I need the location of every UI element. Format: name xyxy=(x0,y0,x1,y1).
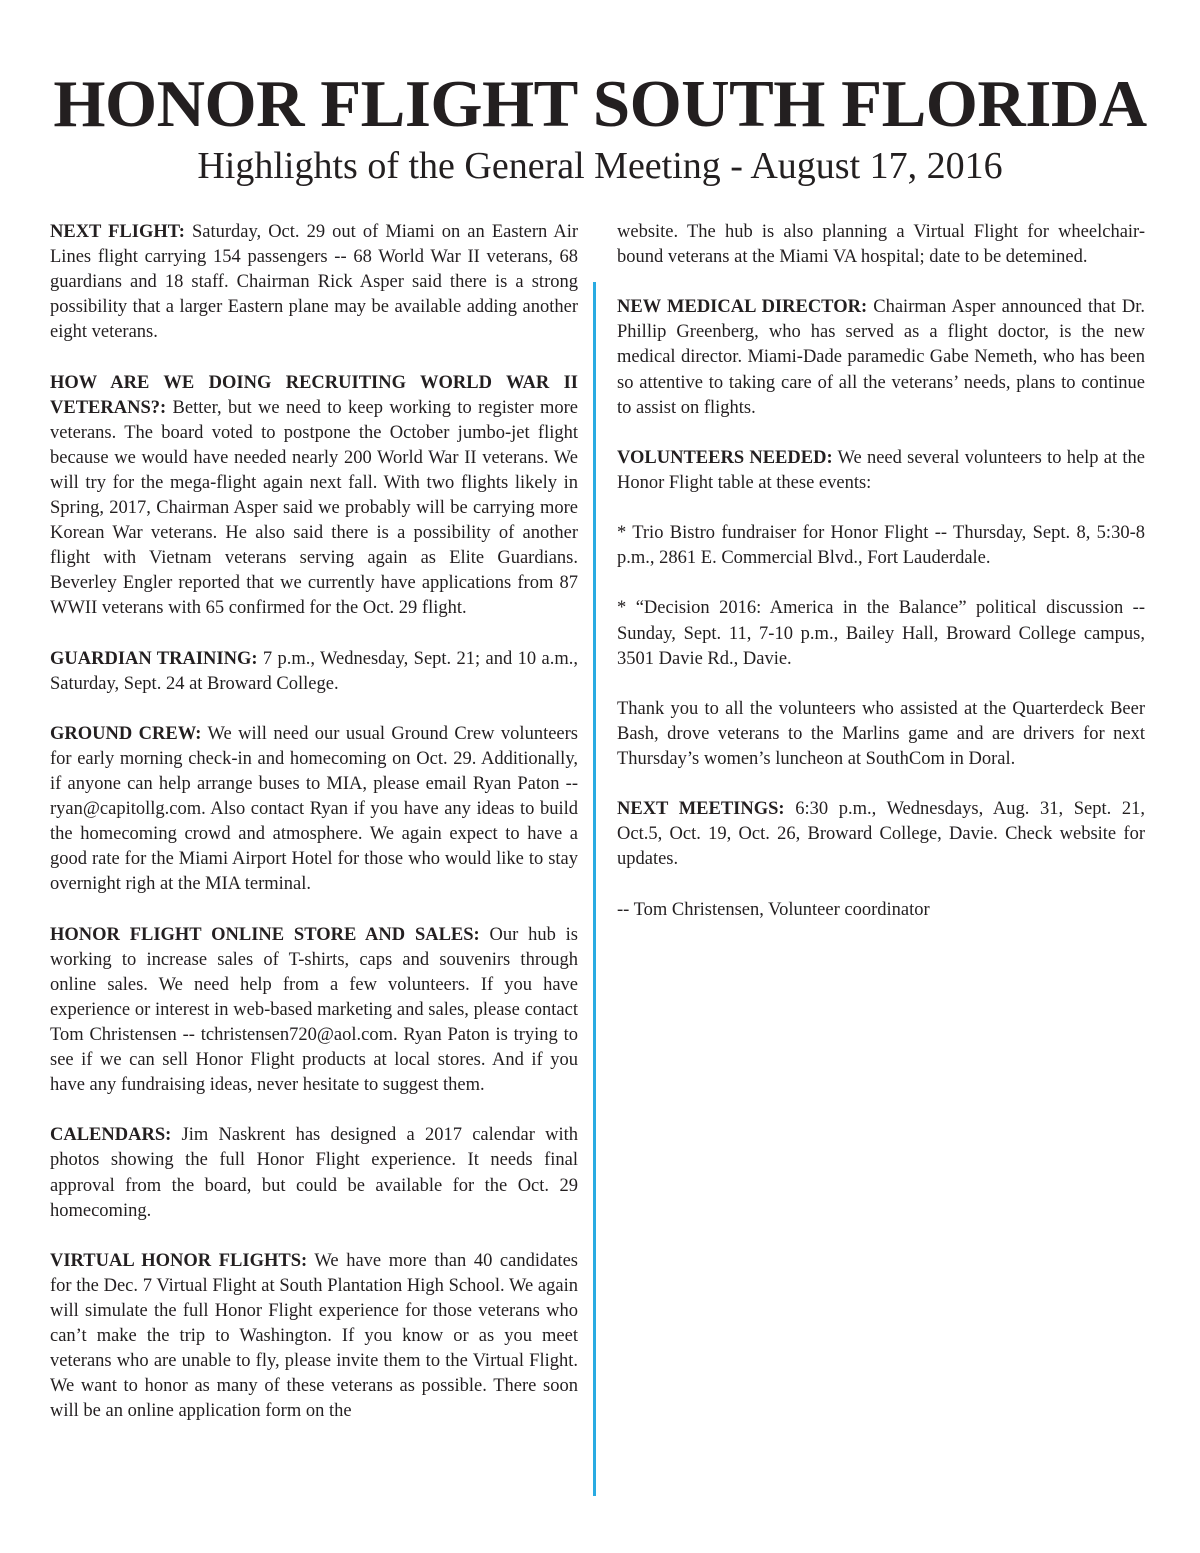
virtual-flights-section xyxy=(50,1249,578,1425)
page-header xyxy=(0,68,1200,188)
event-item: * Trio Bistro fundraiser for Honor Flight -- Thursday, Sept. 8, 5:30-8 p.m., 2861 E. Commercial Blvd., Fort Lauderdale. xyxy=(617,523,1145,569)
next-flight-section xyxy=(50,220,578,345)
section-body: We have more than 40 candidates for the Dec. 7 Virtual Flight at South Plantation High School. We again will simulate the full Honor Flight experience for those veterans who can’t make the trip to Washington. If you know or as you meet veterans who are unable to fly, please invite them to the Virtual Flight. We want to honor as many of these veterans as possible. There soon will be an online application form on the xyxy=(50,1250,578,1422)
section-heading: NEXT FLIGHT: xyxy=(50,222,185,242)
signature: -- Tom Christensen, Volunteer coordinator xyxy=(617,899,930,920)
section-heading: GUARDIAN TRAINING: xyxy=(50,648,258,669)
left-column xyxy=(50,220,578,1450)
section-body: We will need our usual Ground Crew volunteers for early morning check-in and homecoming on Oct. 29. Additionally, if anyone can help arrange buses to MIA, please email Ryan Paton -- ryan@capitollg.com. Also contact Ryan if you have any ideas to build the homecoming crowd and atmosphere. We again expect to have a good rate for the Miami Airport Hotel for those who would like to stay overnight righ at the MIA terminal. xyxy=(50,723,578,895)
medical-director-section xyxy=(617,295,1145,420)
section-body: Chairman Asper announced that Dr. Phillip Greenberg, who has served as a flight doctor, is the new medical director. Miami-Dade paramedic Gabe Nemeth, who has been so attentive to taking care of all the veterans’ needs, plans to continue to assist on flights. xyxy=(617,297,1145,418)
thanks-paragraph: Thank you to all the volunteers who assisted at the Quarterdeck Beer Bash, drove veterans to the Marlins game and are drivers for next Thursday’s women’s luncheon at SouthCom in Doral. xyxy=(617,698,1145,769)
section-heading: GROUND CREW: xyxy=(50,723,202,744)
section-body: 6:30 p.m., Wednesdays, Aug. 31, Sept. 21, Oct.5, Oct. 19, Oct. 26, Broward College, Davie. Check website for updates. xyxy=(617,799,1146,870)
page-subtitle: Highlights of the General Meeting - August 17, 2016 xyxy=(197,145,1003,187)
calendars-section xyxy=(50,1123,578,1223)
right-column xyxy=(617,220,1145,948)
event-item: * “Decision 2016: America in the Balance” political discussion -- Sunday, Sept. 11, 7-10 p.m., Bailey Hall, Broward College campus, 3501 Davie Rd., Davie. xyxy=(617,598,1145,669)
guardian-training-section xyxy=(50,647,578,697)
section-heading: CALENDARS: xyxy=(50,1125,172,1146)
section-heading: NEW MEDICAL DIRECTOR: xyxy=(617,297,868,318)
section-heading: HOW ARE WE DOING RECRUITING WORLD WAR II VETERANS?: xyxy=(50,372,578,418)
ground-crew-section xyxy=(50,722,578,898)
recruiting-section xyxy=(50,371,578,622)
column-divider xyxy=(593,282,596,1496)
section-heading: VIRTUAL HONOR FLIGHTS: xyxy=(50,1250,308,1271)
section-body: 7 p.m., Wednesday, Sept. 21; and 10 a.m., Saturday, Sept. 24 at Broward College. xyxy=(50,648,578,694)
next-meetings-section xyxy=(617,797,1145,872)
section-body: Better, but we need to keep working to register more veterans. The board voted to postpone the October jumbo-jet flight because we would have needed nearly 200 World War II veterans. We will try for the mega-flight again next fall. With two flights likely in Spring, 2017, Chairman Asper said we probably will be carrying more Korean War veterans. He also said there is a possibility of another flight with Vietnam veterans serving again as Elite Guardians. Beverley Engler reported that we currently have applications from 87 WWII veterans with 65 confirmed for the Oct. 29 flight. xyxy=(50,397,578,619)
section-body: Saturday, Oct. 29 out of Miami on an Eastern Air Lines flight carrying 154 passengers -- 68 World War II veterans, 68 guardians and 18 staff. Chairman Rick Asper said there is a strong possibility that a larger Eastern plane may be available adding another eight veterans. xyxy=(50,222,578,343)
page-title: HONOR FLIGHT SOUTH FLORIDA xyxy=(53,67,1147,141)
section-body: Our hub is working to increase sales of T-shirts, caps and souvenirs through online sales. We need help from a few volunteers. If you have experience or interest in web-based marketing and sales, please contact Tom Christensen -- tchristensen720@aol.com. Ryan Paton is trying to see if we can sell Honor Flight products at local stores. And if you have any fundraising ideas, never hesitate to suggest them. xyxy=(50,924,578,1096)
virtual-flights-continuation: website. The hub is also planning a Virtual Flight for wheelchair-bound veterans at the Miami VA hospital; date to be detemined. xyxy=(617,222,1145,268)
volunteers-needed-section xyxy=(617,446,1145,496)
section-body: Jim Naskrent has designed a 2017 calendar with photos showing the full Honor Flight experience. It needs final approval from the board, but could be available for the Oct. 29 homecoming. xyxy=(50,1125,578,1221)
section-heading: HONOR FLIGHT ONLINE STORE AND SALES: xyxy=(50,924,480,945)
section-heading: NEXT MEETINGS: xyxy=(617,799,785,820)
section-heading: VOLUNTEERS NEEDED: xyxy=(617,447,833,468)
section-body: We need several volunteers to help at the Honor Flight table at these events: xyxy=(617,447,1146,493)
online-store-section xyxy=(50,923,578,1099)
